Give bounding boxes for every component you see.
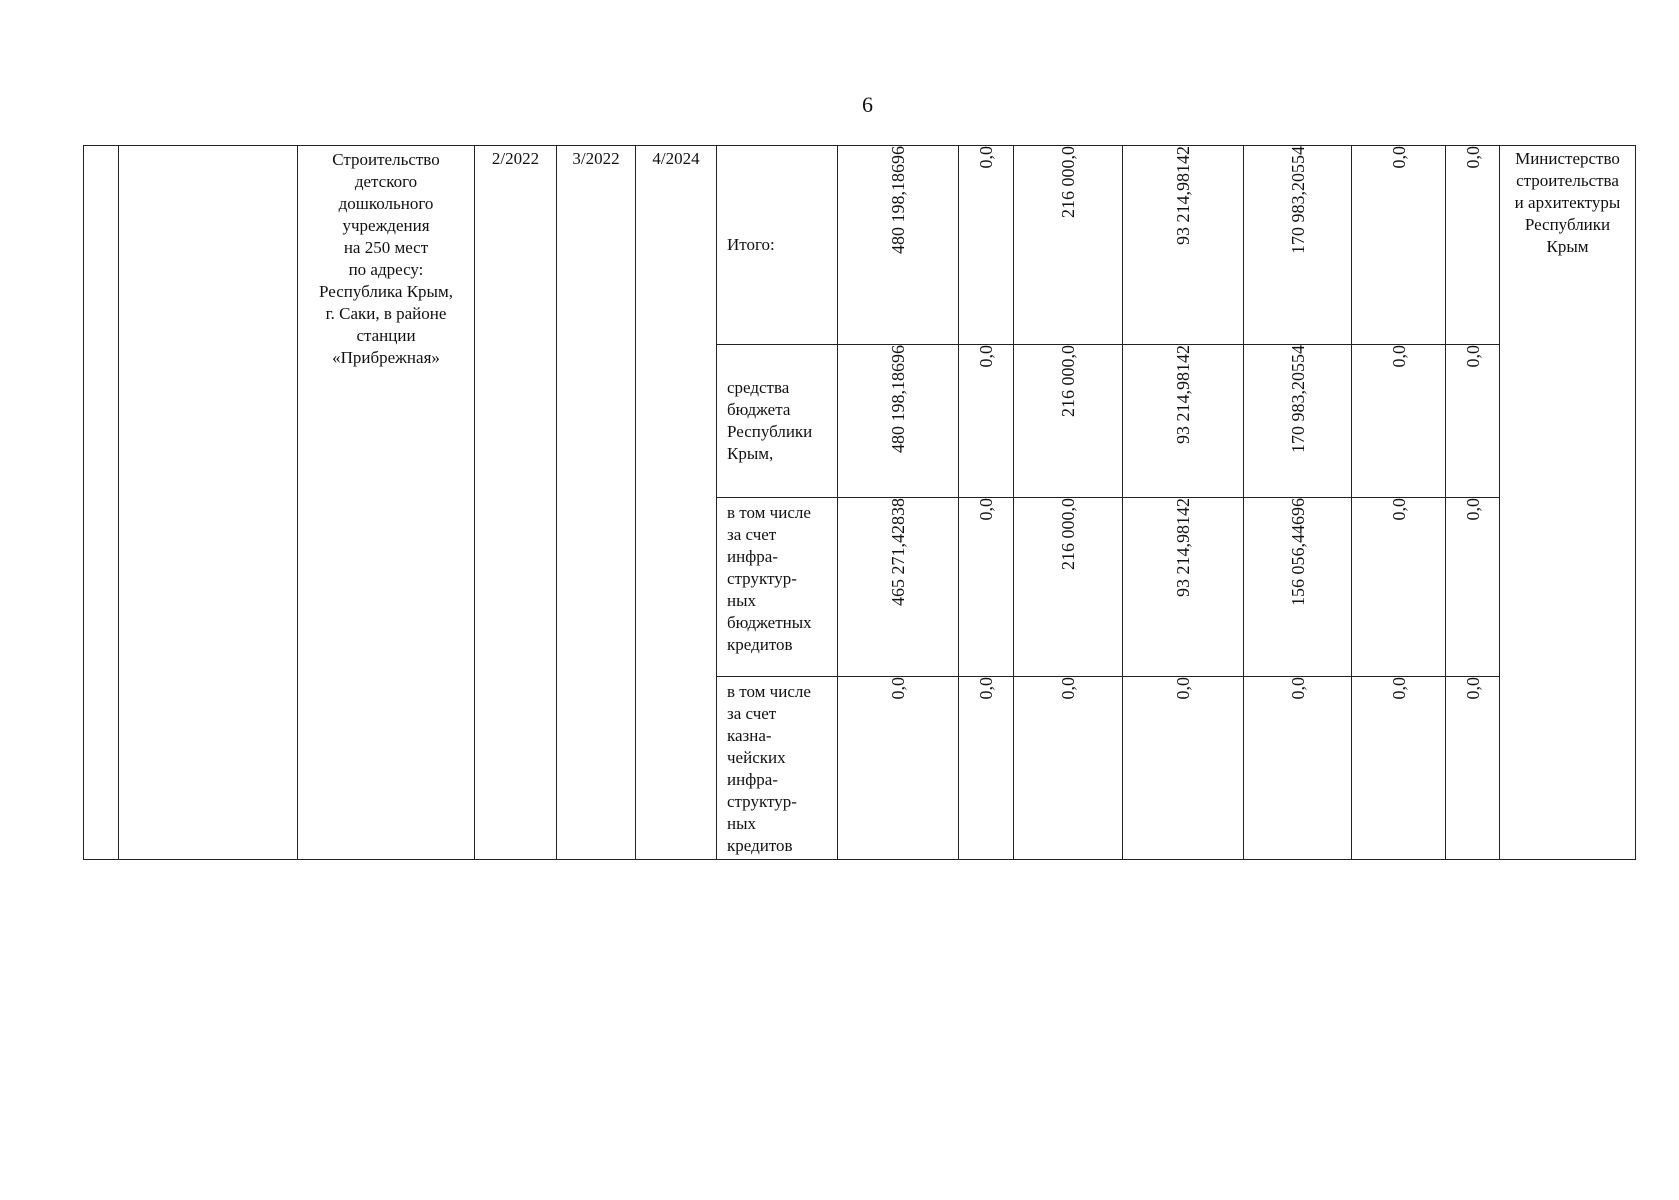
value-cell — [1014, 498, 1123, 677]
value-text: 216 000,0 — [1058, 146, 1078, 218]
value-cell — [1446, 146, 1500, 345]
value-cell — [838, 345, 959, 498]
funding-source-cell — [717, 146, 838, 345]
term-cell-2: 3/2022 — [557, 146, 636, 860]
value-text: 0,0 — [1462, 498, 1483, 521]
value-cell — [959, 498, 1014, 677]
value-cell — [1446, 677, 1500, 860]
executor-cell — [1500, 146, 1636, 860]
value-text: 0,0 — [1388, 498, 1409, 521]
value-text: 156 056,44696 — [1287, 498, 1308, 606]
value-cell — [959, 146, 1014, 345]
value-text: 0,0 — [1058, 677, 1078, 700]
value-text: 93 214,98142 — [1173, 345, 1193, 444]
value-cell — [1014, 677, 1123, 860]
table-row — [84, 146, 1636, 345]
value-text: 170 983,20554 — [1287, 345, 1308, 453]
value-cell — [959, 677, 1014, 860]
value-text: 170 983,20554 — [1287, 146, 1308, 254]
value-text: 93 214,98142 — [1173, 498, 1193, 597]
value-cell — [1446, 345, 1500, 498]
value-text: 0,0 — [888, 677, 908, 700]
value-text: 0,0 — [1173, 677, 1193, 700]
value-cell — [1244, 345, 1352, 498]
value-text: 0,0 — [1388, 146, 1409, 169]
value-text: 0,0 — [1462, 345, 1483, 368]
value-text: 216 000,0 — [1058, 345, 1078, 417]
value-text: 465 271,42838 — [888, 498, 908, 606]
value-cell — [1123, 345, 1244, 498]
value-cell — [1014, 146, 1123, 345]
value-cell — [1123, 677, 1244, 860]
value-cell — [959, 345, 1014, 498]
funding-source-cell — [717, 498, 838, 677]
funding-source-cell — [717, 345, 838, 498]
program-cell — [119, 146, 298, 860]
value-cell — [1352, 498, 1446, 677]
value-cell — [1352, 345, 1446, 498]
term-cell-1: 2/2022 — [475, 146, 557, 860]
term-cell-3: 4/2024 — [636, 146, 717, 860]
value-cell — [838, 677, 959, 860]
value-text: 0,0 — [1462, 677, 1483, 700]
value-cell — [1014, 345, 1123, 498]
page-number: 6 — [862, 92, 873, 117]
executor-name: Министерство строительства и архитектуры Республики Крым — [1514, 149, 1621, 256]
value-text: 480 198,18696 — [888, 146, 908, 254]
value-text: 93 214,98142 — [1173, 146, 1193, 245]
value-text: 0,0 — [976, 498, 996, 521]
value-cell — [1244, 498, 1352, 677]
value-text: 0,0 — [1388, 345, 1409, 368]
value-text: 0,0 — [976, 146, 996, 169]
value-cell — [838, 498, 959, 677]
value-cell — [1446, 498, 1500, 677]
value-cell — [838, 146, 959, 345]
value-text: 0,0 — [1287, 677, 1308, 700]
number-cell — [84, 146, 119, 860]
object-cell — [298, 146, 475, 860]
funding-source-label: Итого: — [727, 235, 775, 254]
funding-source-label: средства бюджета Республики Крым, — [727, 378, 813, 463]
value-text: 0,0 — [1462, 146, 1483, 169]
financing-table — [83, 145, 1636, 860]
value-cell — [1352, 146, 1446, 345]
value-cell — [1244, 677, 1352, 860]
value-text: 0,0 — [976, 677, 996, 700]
value-text: 216 000,0 — [1058, 498, 1078, 570]
value-cell — [1244, 146, 1352, 345]
funding-source-label: в том числе за счет инфра- структур- ных бюджетных кредитов — [727, 503, 812, 654]
funding-source-cell — [717, 677, 838, 860]
value-cell — [1123, 498, 1244, 677]
funding-source-label: в том числе за счет казна- чейских инфра- структур- ных кредитов — [727, 682, 811, 855]
value-text: 0,0 — [976, 345, 996, 368]
value-cell — [1352, 677, 1446, 860]
value-cell — [1123, 146, 1244, 345]
value-text: 480 198,18696 — [888, 345, 908, 453]
value-text: 0,0 — [1388, 677, 1409, 700]
object-name: Строительство детского дошкольного учреждения на 250 мест по адресу: Республика Крым, г. Саки, в районе станции «Прибрежная» — [319, 150, 453, 367]
